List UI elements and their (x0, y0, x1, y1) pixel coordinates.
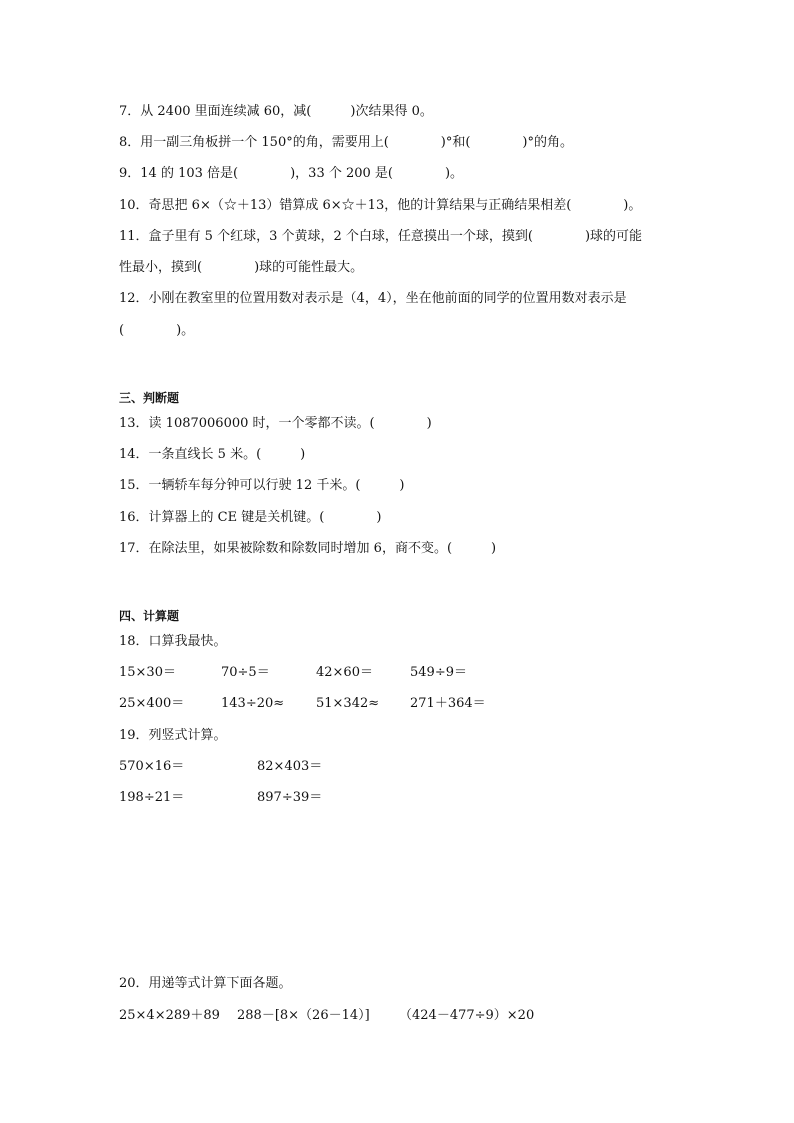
oral-calc-item: 549÷9＝ (410, 665, 467, 680)
question-11-line-2: 性最小，摸到( )球的可能性最大。 (119, 260, 364, 275)
oral-calc-item: 70÷5＝ (221, 665, 270, 680)
oral-calc-item: 143÷20≈ (221, 696, 285, 711)
oral-calc-item: 42×60＝ (316, 665, 373, 680)
vertical-calc-item: 897÷39＝ (257, 790, 323, 805)
step-calc-item: 25×4×289＋89 (119, 1008, 220, 1023)
oral-calc-item: 51×342≈ (316, 696, 380, 711)
question-9: 9．14 的 103 倍是( )，33 个 200 是( )。 (119, 166, 464, 181)
oral-calc-item: 15×30＝ (119, 665, 176, 680)
question-10: 10．奇思把 6×（☆＋13）错算成 6×☆＋13，他的计算结果与正确结果相差( )。 (119, 198, 642, 213)
vertical-calc-item: 570×16＝ (119, 759, 185, 774)
question-15: 15．一辆轿车每分钟可以行驶 12 千米。( ) (119, 478, 405, 493)
vertical-calc-item: 82×403＝ (257, 759, 323, 774)
question-19-prompt: 19．列竖式计算。 (119, 728, 227, 743)
oral-calc-item: 271＋364＝ (410, 696, 486, 711)
question-16: 16．计算器上的 CE 键是关机键。( ) (119, 510, 382, 525)
section-title-judgement: 三、判断题 (119, 391, 180, 405)
question-14: 14．一条直线长 5 米。( ) (119, 447, 306, 462)
vertical-calc-item: 198÷21＝ (119, 790, 185, 805)
section-title-calculation: 四、计算题 (119, 609, 180, 623)
step-calc-item: （424－477÷9）×20 (399, 1008, 535, 1023)
question-8: 8．用一副三角板拼一个 150°的角，需要用上( )°和( )°的角。 (119, 135, 574, 150)
question-7: 7．从 2400 里面连续减 60，减( )次结果得 0。 (119, 104, 433, 119)
question-12-line-1: 12．小刚在教室里的位置用数对表示是（4，4），坐在他前面的同学的位置用数对表示是 (119, 291, 627, 306)
question-20-prompt: 20．用递等式计算下面各题。 (119, 976, 292, 991)
step-calc-item: 288－[8×（26－14）] (237, 1008, 370, 1023)
question-11-line-1: 11．盒子里有 5 个红球，3 个黄球，2 个白球，任意摸出一个球，摸到( )球的可能 (119, 229, 643, 244)
question-17: 17．在除法里，如果被除数和除数同时增加 6，商不变。( ) (119, 541, 497, 556)
question-18-prompt: 18．口算我最快。 (119, 634, 227, 649)
oral-calc-item: 25×400＝ (119, 696, 185, 711)
question-13: 13．读 1087006000 时，一个零都不读。( ) (119, 416, 432, 431)
question-12-line-2: ( )。 (119, 323, 195, 338)
